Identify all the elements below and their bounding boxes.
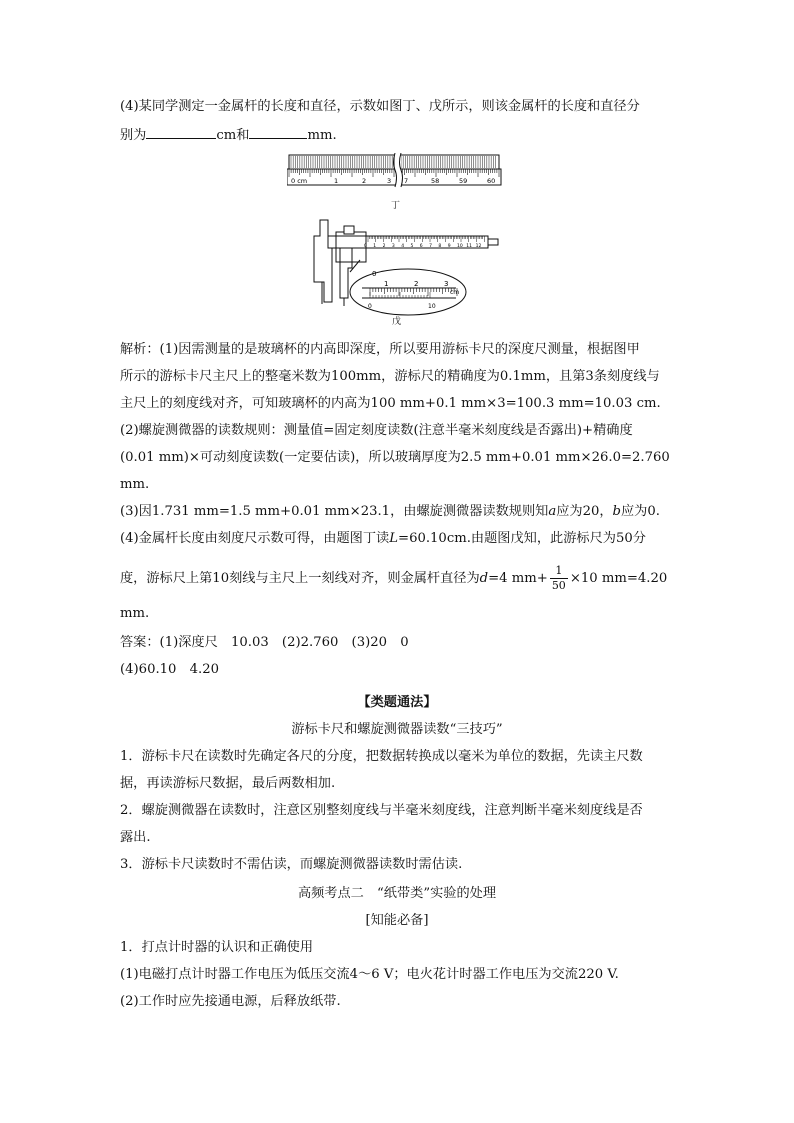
ruler-figure [287,153,509,189]
beam-tick-label: 12 [475,244,482,249]
ruler-tick-label-60: 60 [487,177,496,185]
answer-line-2: (4)60.10 4.20 [120,662,219,677]
a8-text-1: (4)金属杆长度由刻度尺示数可得，由题图丁读 [120,531,390,546]
method-point-3: 3．游标卡尺读数时不需估读，而螺旋测微器读数时需估读. [120,857,463,872]
q4-text-c: mm. [307,128,337,143]
a7-text-2: 应为20， [556,504,613,519]
figure-wu-label: 戊 [392,317,402,327]
analysis-line-5: (0.01 mm)×可动刻度读数(一定要估读)，所以玻璃厚度为2.5 mm+0.01 mm×26.0=2.760 [120,450,670,465]
ruler-tick-label-1: 1 [334,177,339,185]
zoom-unit: cm [450,289,460,296]
q4-text-a: 别为 [120,128,147,143]
beam-tick-label: 9 [447,244,451,249]
section-2-point-1-2: (2)工作时应先接通电源，后释放纸带. [120,994,341,1009]
zoom-label-1: 1 [384,280,389,288]
analysis-line-10: mm. [120,606,150,621]
analysis-line-6: mm. [120,477,150,492]
ruler-tick-label-3: 3 [387,177,392,185]
answer-line-1: 答案：(1)深度尺 10.03 (2)2.760 (3)20 0 [120,635,409,650]
question-4-line-2 [120,124,337,146]
method-point-1a: 1．游标卡尺在读数时先确定各尺的分度，把数据转换成以毫米为单位的数据，先读主尺数 [120,749,643,764]
method-heading: 【类题通法】 [357,695,437,710]
analysis-line-8 [120,529,646,549]
beam-tick-label: 3 [391,244,395,249]
analysis-line-9 [120,564,667,594]
q4-text-b: cm和 [216,128,250,143]
beam-tick-label: 0 [364,244,367,249]
method-title: 游标卡尺和螺旋测微器读数“三技巧” [291,722,503,737]
lock-screw [344,226,354,234]
beam-tick-label: 1 [373,244,377,249]
section-2-point-1: 1．打点计时器的认识和正确使用 [120,940,314,955]
section-2-title: 高频考点二 “纸带类”实验的处理 [297,886,497,901]
method-point-1b: 据，再读游标尺数据，最后两数相加. [120,776,336,791]
length-answer-blank[interactable] [146,124,216,139]
zoom-label-0: 0 [372,270,377,278]
beam-tick-label: 8 [438,244,442,249]
diameter-answer-blank[interactable] [249,124,307,139]
a8-var-L: L [389,531,399,546]
a7-var-a: a [548,504,557,519]
beam-tick-label: 5 [410,244,414,249]
figure-ding-label: 丁 [391,201,401,211]
beam-tick-label: 7 [429,244,432,249]
analysis-line-1: 解析：(1)因需测量的是玻璃杯的内高即深度，所以要用游标卡尺的深度尺测量，根据图甲 [120,342,640,357]
beam-tick-label: 11 [466,244,473,249]
ruler-tick-label-7: 7 [404,177,409,185]
analysis-line-4: (2)螺旋测微器的读数规则：测量值=固定刻度读数(注意半毫米刻度线是否露出)+精确度 [120,423,633,438]
caliper-figure [300,212,500,316]
a7-var-b: b [612,504,621,519]
zoom-vernier-0: 0 [368,303,372,310]
beam-tick-label: 6 [419,244,423,249]
fraction-1-50 [550,564,568,593]
fraction-denominator: 50 [551,579,566,592]
zoom-label-2: 2 [414,280,419,288]
ruler-tick-label-59: 59 [459,177,468,185]
a7-text-1: (3)因1.731 mm=1.5 mm+0.01 mm×23.1，由螺旋测微器读数规则知 [120,504,549,519]
a9-text-3: ×10 mm=4.20 [569,571,668,586]
method-point-2b: 露出. [120,830,151,845]
section-2-subtitle: [知能必备] [365,913,429,928]
beam-tick-label: 2 [382,244,386,249]
method-point-2a: 2．螺旋测微器在读数时，注意区别整刻度线与半毫米刻度线，注意判断半毫米刻度线是否 [120,803,643,818]
analysis-line-7 [120,502,660,522]
a9-text-2: =4 mm+ [488,571,548,586]
analysis-line-2: 所示的游标卡尺主尺上的整毫米数为100mm，游标尺的精确度为0.1mm，且第3条刻度线与 [120,369,660,384]
zoom-label-3: 3 [444,280,449,288]
a7-text-3: 应为0. [621,504,660,519]
section-2-point-1-1: (1)电磁打点计时器工作电压为低压交流4～6 V；电火花计时器工作电压为交流220 V. [120,967,619,982]
a8-text-2: =60.10cm.由题图戊知，此游标尺为50分 [398,531,646,546]
ruler-tick-label-58: 58 [431,177,440,185]
zoom-vernier-10: 10 [428,303,436,310]
analysis-line-3: 主尺上的刻度线对齐，可知玻璃杯的内高为100 mm+0.1 mm×3=100.3 mm=10.03 cm. [120,396,661,411]
ruler-tick-label-2: 2 [362,177,367,185]
ruler-tick-label-0: 0 cm [291,177,308,185]
beam-tick-label: 10 [457,244,463,249]
beam-tick-label: 4 [401,244,405,249]
fixed-jaw [314,220,332,302]
depth-rod [488,239,498,245]
a9-text-1: 度，游标尺上第10刻线与主尺上一刻线对齐，则金属杆直径为 [120,571,480,586]
question-4-line-1: (4)某同学测定一金属杆的长度和直径，示数如图丁、戊所示，则该金属杆的长度和直径分 [120,99,640,114]
a9-var-d: d [479,571,489,586]
fraction-numerator: 1 [550,564,568,579]
